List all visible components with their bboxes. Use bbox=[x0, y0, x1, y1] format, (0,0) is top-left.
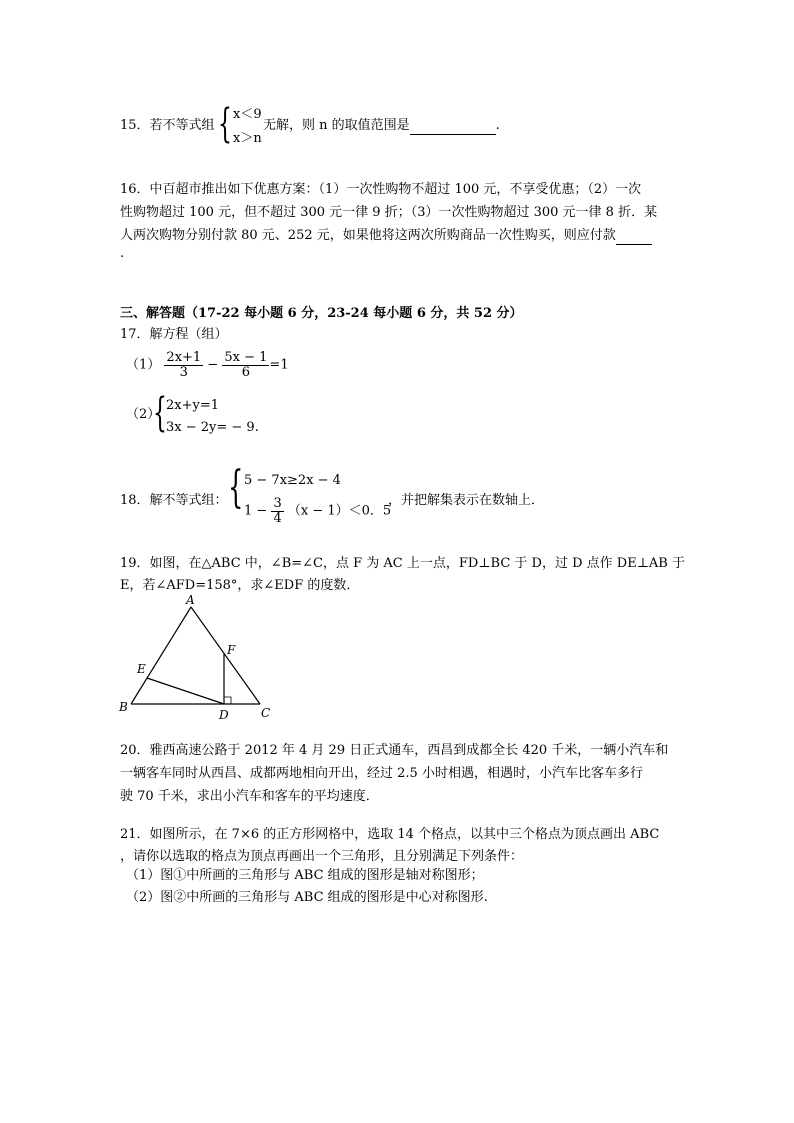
q21-line2: ，请你以选取的格点为顶点再画出一个三角形，且分别满足下列条件： bbox=[120, 849, 524, 864]
q18-suffix: ，并把解集表示在数轴上． bbox=[388, 493, 545, 508]
q15-number: 15． bbox=[120, 118, 150, 133]
q16-line1: 16．中百超市推出如下优惠方案：（1）一次性购物不超过 100 元，不享受优惠；（2）一次 bbox=[120, 182, 642, 197]
q21-line1: 21．如图所示，在 7×6 的正方形网格中，选取 14 个格点，以其中三个格点为顶点画出 ABC bbox=[120, 827, 660, 842]
q19-line1: 19．如图，在△ABC 中，∠B=∠C，点 F 为 AC 上一点，FD⊥BC 于 D，过 D 点作 DE⊥AB 于 bbox=[120, 556, 685, 571]
q18-fraction bbox=[271, 497, 283, 526]
q17-p1-fraction1 bbox=[164, 351, 203, 380]
q16-answer-blank[interactable] bbox=[616, 228, 652, 245]
label-e: E bbox=[137, 662, 146, 676]
q17-p1-fraction2 bbox=[222, 351, 269, 380]
q17-title: 17．解方程（组） bbox=[120, 327, 228, 342]
q20-line2: 一辆客车同时从西昌、成都两地相向开出，经过 2.5 小时相遇，相遇时，小汽车比客车多行 bbox=[120, 766, 643, 781]
label-d: D bbox=[219, 708, 229, 722]
segment-ed bbox=[147, 678, 224, 704]
side-ac bbox=[191, 607, 260, 704]
section3-heading: 三、解答题（17-22 每小题 6 分，23-24 每小题 6 分，共 52 分） bbox=[120, 306, 523, 321]
q17-p2-end: . bbox=[254, 420, 259, 435]
q16-line4: . bbox=[120, 246, 125, 261]
q15-suffix-text: 无解，则 n 的取值范围是 bbox=[263, 118, 410, 133]
q15-system-line1: x＜9 bbox=[233, 107, 262, 122]
q18-frac-den: 4 bbox=[273, 511, 282, 526]
q18-line2-a: 1 − bbox=[244, 503, 268, 519]
q15-prefix: 若不等式组 bbox=[149, 118, 215, 133]
q21-line4: （2）图②中所画的三角形与 ABC 组成的图形是中心对称图形. bbox=[126, 890, 488, 905]
q18-line2-b: （x − 1）＜0．5 bbox=[287, 503, 392, 519]
q20-line3: 驶 70 千米，求出小汽车和客车的平均速度． bbox=[120, 789, 379, 804]
q17-p2-line1: 2x+y=1 bbox=[166, 398, 220, 413]
right-angle-mark-d bbox=[224, 697, 231, 704]
q18-frac-num: 3 bbox=[273, 496, 282, 511]
q17-p1-num2: 5x − 1 bbox=[224, 350, 268, 365]
q16-line3-text: 人两次购物分别付款 80 元、252 元，如果他将这两次所购商品一次性购买，则应付款 bbox=[120, 228, 616, 243]
label-b: B bbox=[119, 700, 128, 714]
q18-line1: 5 − 7x≥2x − 4 bbox=[244, 473, 341, 488]
q18-brace: { bbox=[228, 462, 244, 513]
label-c: C bbox=[261, 706, 271, 720]
q17-part1 bbox=[126, 351, 289, 380]
q17-p2-line2-text: 3x − 2y= − 9 bbox=[166, 420, 255, 435]
q15-suffix bbox=[263, 118, 500, 135]
q17-p1-minus: − bbox=[207, 357, 219, 373]
q18-line2 bbox=[244, 497, 391, 526]
q17-p2-line2 bbox=[166, 420, 259, 436]
q19-triangle-figure bbox=[114, 593, 284, 723]
q15-brace: { bbox=[218, 101, 232, 147]
q18-prefix: 18．解不等式组： bbox=[120, 493, 228, 508]
q19-line2: E，若∠AFD=158°，求∠EDF 的度数． bbox=[120, 578, 360, 593]
q15-end: . bbox=[495, 118, 500, 133]
q17-p1-label: （1） bbox=[126, 357, 161, 373]
q21-line3: （1）图①中所画的三角形与 ABC 组成的图形是轴对称图形； bbox=[126, 868, 484, 883]
q17-p1-num1: 2x+1 bbox=[166, 350, 202, 365]
q20-line1: 20．雅西高速公路于 2012 年 4 月 29 日正式通车，西昌到成都全长 420 千米，一辆小汽车和 bbox=[120, 743, 669, 758]
q15-answer-blank[interactable] bbox=[410, 118, 496, 135]
q16-line2: 性购物超过 100 元，但不超过 300 元一律 9 折；（3）一次性购物超过 300 元一律 8 折．某 bbox=[120, 205, 658, 220]
q17-p2-brace: { bbox=[153, 390, 167, 436]
label-f: F bbox=[227, 643, 236, 657]
q17-p2-label: （2） bbox=[126, 407, 161, 422]
q16-line3 bbox=[120, 228, 652, 245]
q15 bbox=[120, 118, 215, 134]
q17-p1-rhs: =1 bbox=[269, 357, 289, 373]
q17-p1-den2: 6 bbox=[241, 365, 251, 380]
q17-p1-den1: 3 bbox=[179, 365, 188, 380]
label-a: A bbox=[186, 593, 195, 607]
q15-system-line2: x＞n bbox=[233, 131, 262, 146]
